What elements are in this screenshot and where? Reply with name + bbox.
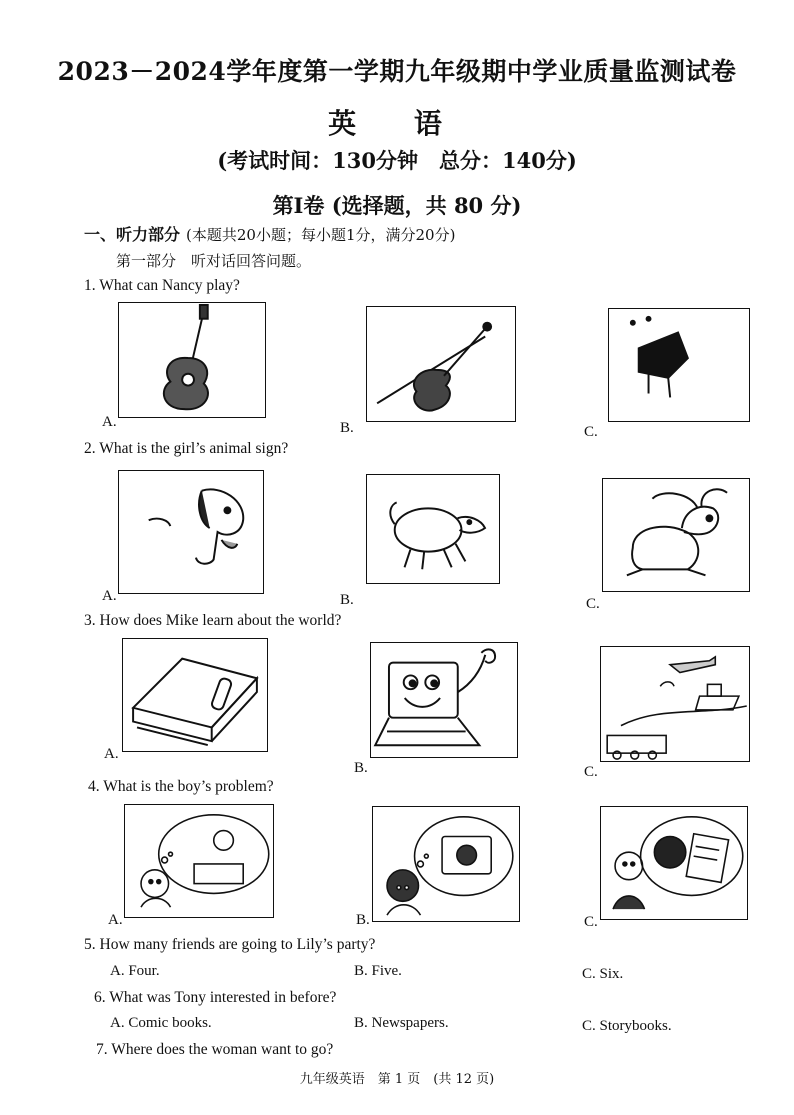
homework-icon [125, 805, 273, 917]
q3-option-b-label: B. [354, 760, 368, 776]
section-note: (本题共20小题；每小题1分，满分20分) [186, 226, 456, 244]
q2-option-b-picture [366, 474, 500, 584]
q5-option-b: B. Five. [354, 963, 402, 979]
q1-option-a-label: A. [102, 414, 117, 430]
question-6: 6. What was Tony interested in before? [94, 989, 337, 1006]
dog-icon [119, 471, 263, 593]
q6-option-b: B. Newspapers. [354, 1015, 449, 1031]
q1-option-b-label: B. [340, 420, 354, 436]
section-label: 一、听力部分 [84, 225, 181, 244]
q4-option-b-label: B. [356, 912, 370, 928]
q4-option-c-picture [600, 806, 748, 920]
q1-option-b-picture [366, 306, 516, 422]
exam-title: 2023－2024学年度第一学期九年级期中学业质量监测试卷 [57, 57, 737, 86]
q4-option-a-label: A. [108, 912, 123, 928]
q2-option-c-label: C. [586, 596, 600, 612]
q3-option-a-picture [122, 638, 268, 752]
violin-icon [367, 307, 515, 421]
q2-option-a-picture [118, 470, 264, 594]
q1-option-c-picture [608, 308, 750, 422]
q3-option-c-label: C. [584, 764, 598, 780]
computer-game-icon [373, 807, 519, 921]
q2-option-a-label: A. [102, 588, 117, 604]
question-2: 2. What is the girl’s animal sign? [84, 440, 289, 457]
pig-icon [367, 475, 499, 583]
question-1: 1. What can Nancy play? [84, 277, 240, 294]
question-4: 4. What is the boy’s problem? [88, 778, 274, 795]
q3-option-c-picture [600, 646, 750, 762]
question-5: 5. How many friends are going to Lily’s party? [84, 936, 376, 953]
q2-option-b-label: B. [340, 592, 354, 608]
q3-option-b-picture [370, 642, 518, 758]
q3-option-a-label: A. [104, 746, 119, 762]
subsection-heading: 第一部分 听对话回答问题。 [116, 252, 312, 270]
travel-icon [601, 647, 749, 761]
q5-option-c: C. Six. [582, 966, 624, 982]
guitar-icon [119, 303, 265, 417]
laptop-icon [371, 643, 517, 757]
question-7: 7. Where does the woman want to go? [96, 1041, 334, 1058]
part1-title: 第Ⅰ卷 (选择题，共 80 分) [272, 193, 522, 218]
piano-icon [609, 309, 749, 421]
q2-option-c-picture [602, 478, 750, 592]
rabbit-icon [603, 479, 749, 591]
q4-option-c-label: C. [584, 914, 598, 930]
section-heading [84, 222, 455, 245]
exam-info: (考试时间：130分钟 总分：140分) [217, 148, 577, 173]
q4-option-a-picture [124, 804, 274, 918]
bad-grade-icon [601, 807, 747, 919]
q4-option-b-picture [372, 806, 520, 922]
books-icon [123, 639, 267, 751]
question-3: 3. How does Mike learn about the world? [84, 612, 342, 629]
q5-option-a: A. Four. [110, 963, 160, 979]
page-footer: 九年级英语 第 1 页 (共 12 页) [299, 1072, 495, 1087]
subject-title: 英 语 [328, 107, 466, 140]
q6-option-a: A. Comic books. [110, 1015, 212, 1031]
q6-option-c: C. Storybooks. [582, 1018, 672, 1034]
q1-option-a-picture [118, 302, 266, 418]
q1-option-c-label: C. [584, 424, 598, 440]
